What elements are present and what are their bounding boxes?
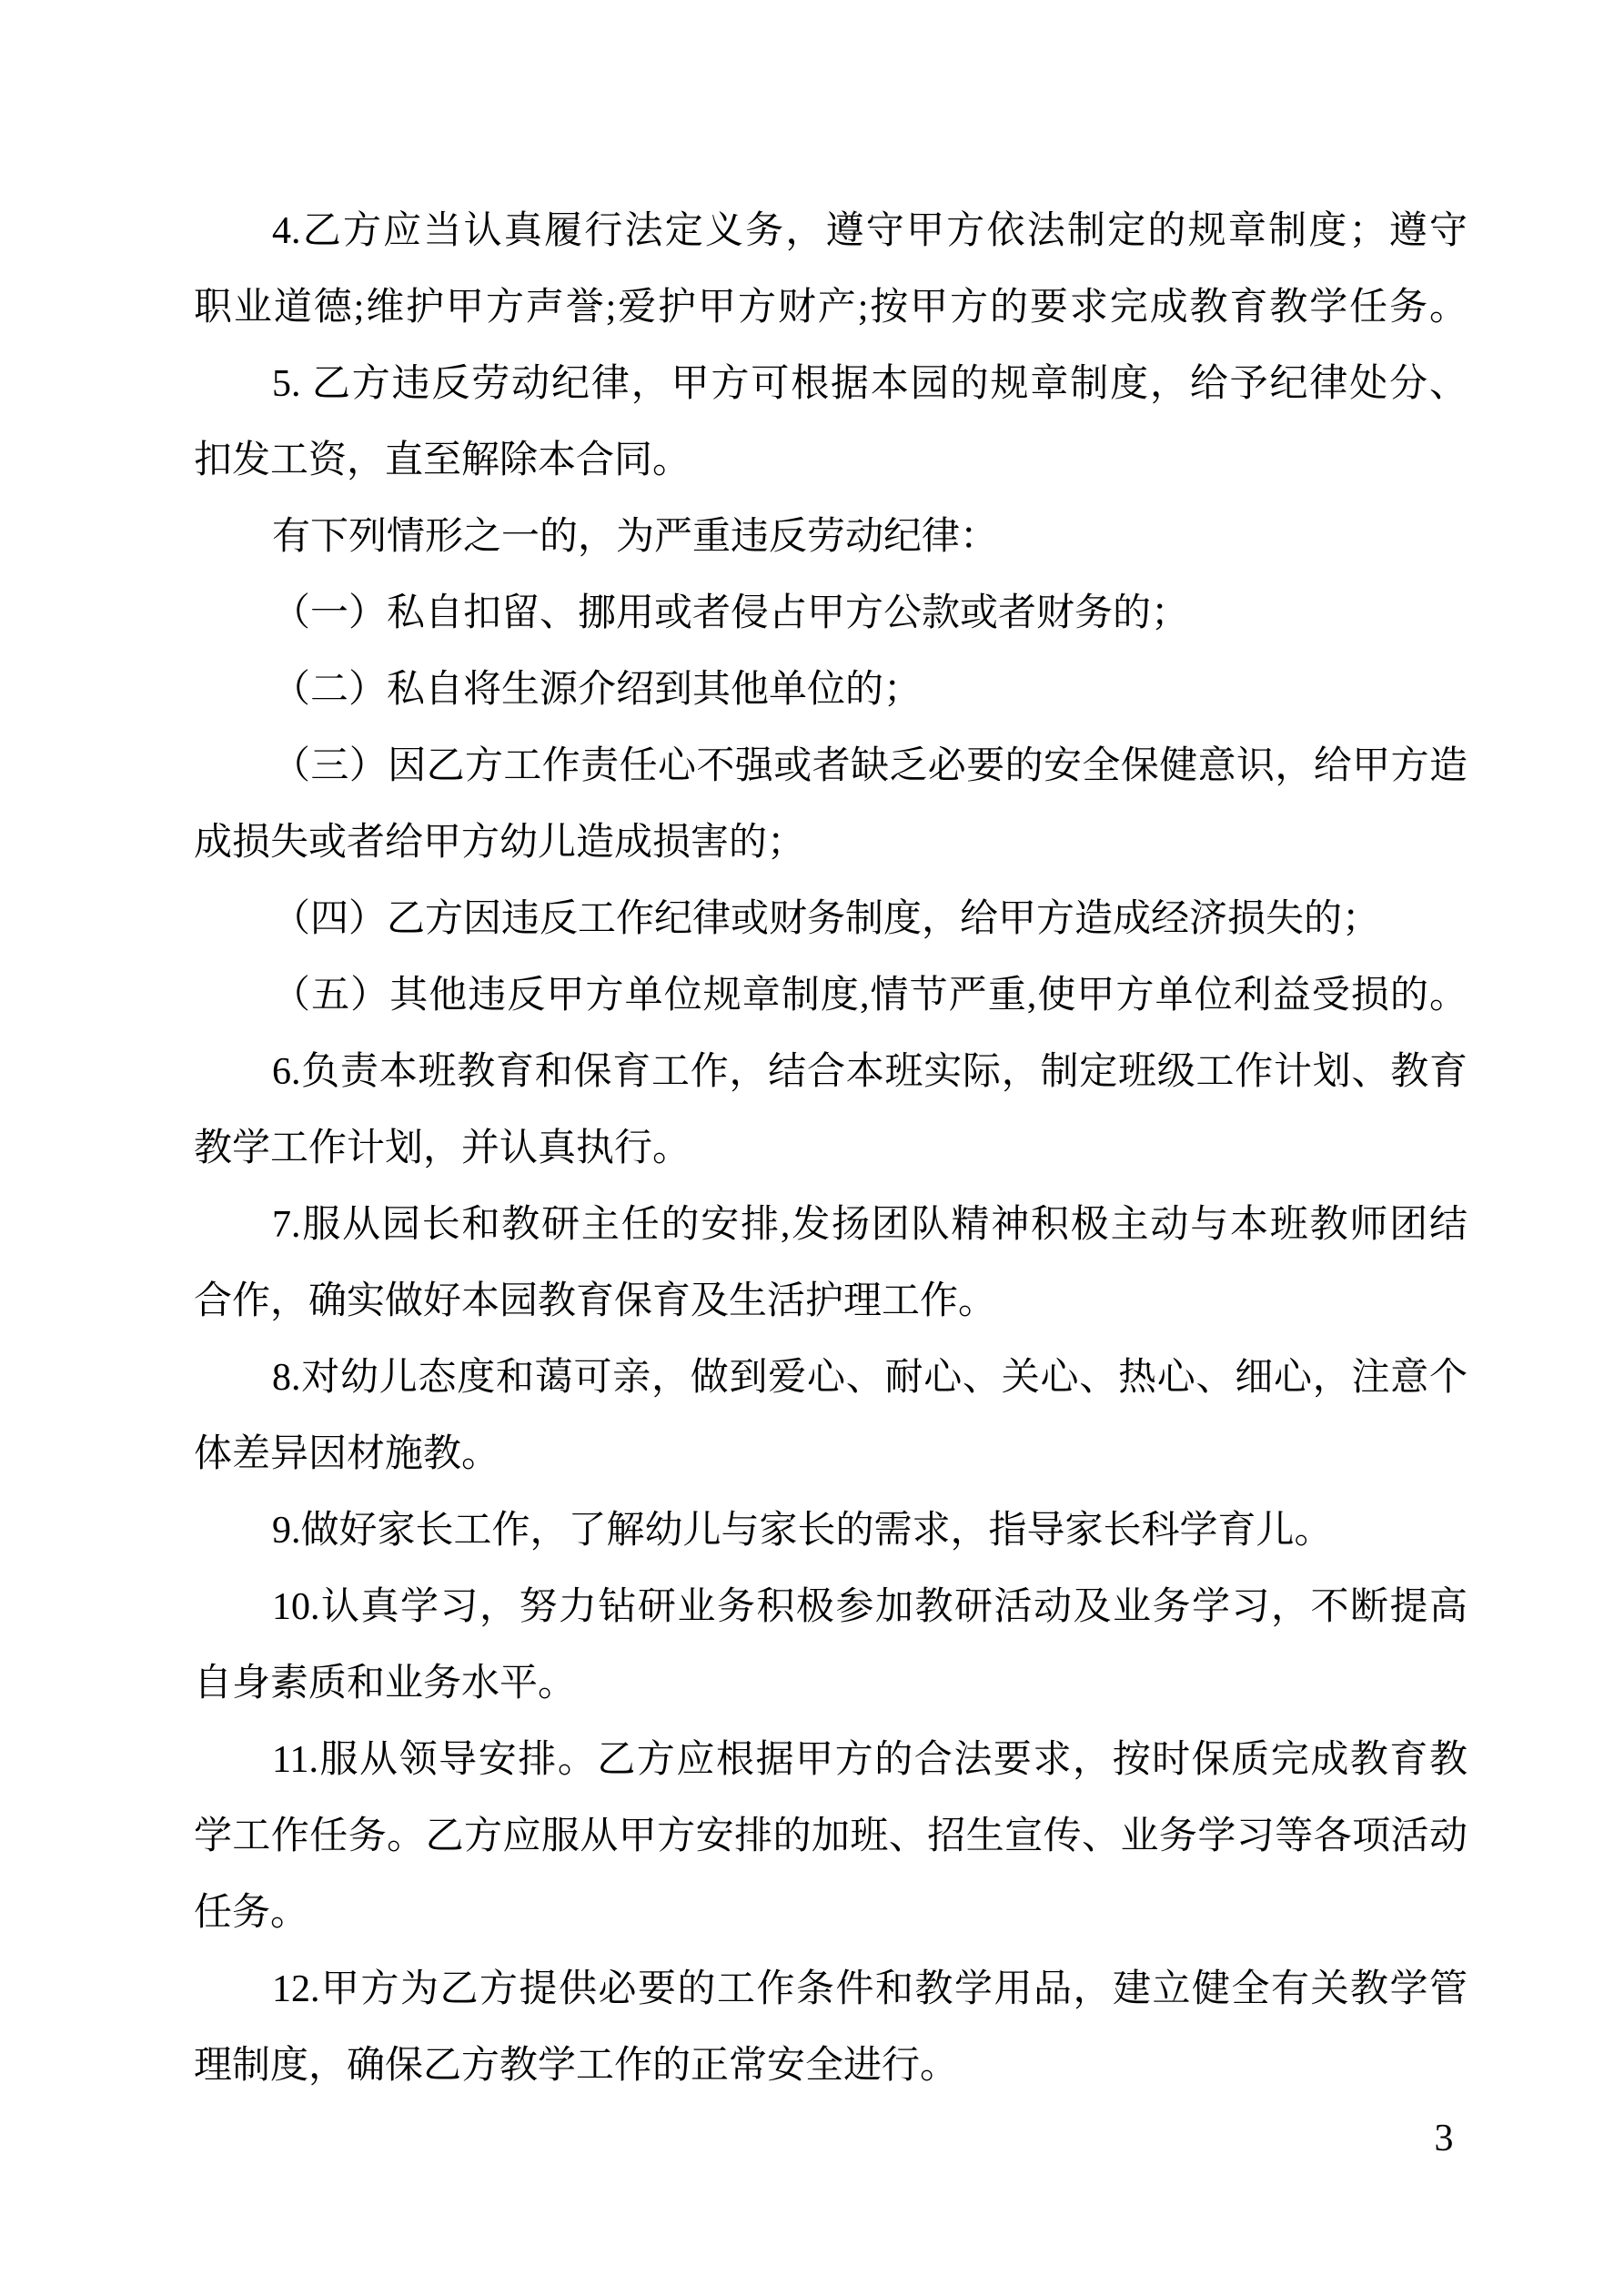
document-line: （一）私自扣留、挪用或者侵占甲方公款或者财务的； xyxy=(272,592,1190,634)
document-line: 成损失或者给甲方幼儿造成损害的； xyxy=(194,822,806,864)
document-line: 10.认真学习，努力钻研业务积极参加教研活动及业务学习，不断提高 xyxy=(272,1586,1468,1628)
document-line: 8.对幼儿态度和蔼可亲，做到爱心、耐心、关心、热心、细心，注意个 xyxy=(272,1357,1468,1399)
document-text-block xyxy=(194,193,1468,2104)
document-line: 体差异因材施教。 xyxy=(194,1433,500,1475)
document-line: 6.负责本班教育和保育工作，结合本班实际，制定班级工作计划、教育 xyxy=(272,1051,1468,1093)
document-line: （五）其他违反甲方单位规章制度,情节严重,使甲方单位利益受损的。 xyxy=(272,975,1468,1017)
document-line: 理制度，确保乙方教学工作的正常安全进行。 xyxy=(194,2045,959,2087)
document-line: （三）因乙方工作责任心不强或者缺乏必要的安全保健意识，给甲方造 xyxy=(272,745,1468,787)
document-line: （四）乙方因违反工作纪律或财务制度，给甲方造成经济损失的； xyxy=(272,898,1381,940)
document-line: 职业道德;维护甲方声誉;爱护甲方财产;按甲方的要求完成教育教学任务。 xyxy=(194,287,1468,329)
document-line: （二）私自将生源介绍到其他单位的； xyxy=(272,669,923,711)
document-line: 自身素质和业务水平。 xyxy=(194,1663,577,1704)
document-line: 12.甲方为乙方提供必要的工作条件和教学用品，建立健全有关教学管 xyxy=(272,1968,1468,2010)
document-line: 教学工作计划，并认真执行。 xyxy=(194,1128,691,1169)
document-line: 学工作任务。乙方应服从甲方安排的加班、招生宣传、业务学习等各项活动 xyxy=(194,1816,1468,1857)
document-line: 4.乙方应当认真履行法定义务，遵守甲方依法制定的规章制度；遵守 xyxy=(272,210,1468,252)
page-number: 3 xyxy=(1434,2118,1454,2159)
document-line: 扣发工资，直至解除本合同。 xyxy=(194,440,691,481)
document-line: 合作，确实做好本园教育保育及生活护理工作。 xyxy=(194,1280,997,1322)
document-line: 11.服从领导安排。乙方应根据甲方的合法要求，按时保质完成教育教 xyxy=(272,1739,1468,1781)
document-line: 任务。 xyxy=(194,1892,309,1934)
document-line: 有下列情形之一的，为严重违反劳动纪律： xyxy=(272,516,999,558)
document-line: 7.服从园长和教研主任的安排,发扬团队精神积极主动与本班教师团结 xyxy=(272,1204,1468,1246)
document-line: 5. 乙方违反劳动纪律，甲方可根据本园的规章制度，给予纪律处分、 xyxy=(272,363,1468,405)
document-line: 9.做好家长工作，了解幼儿与家长的需求，指导家长科学育儿。 xyxy=(272,1510,1333,1552)
